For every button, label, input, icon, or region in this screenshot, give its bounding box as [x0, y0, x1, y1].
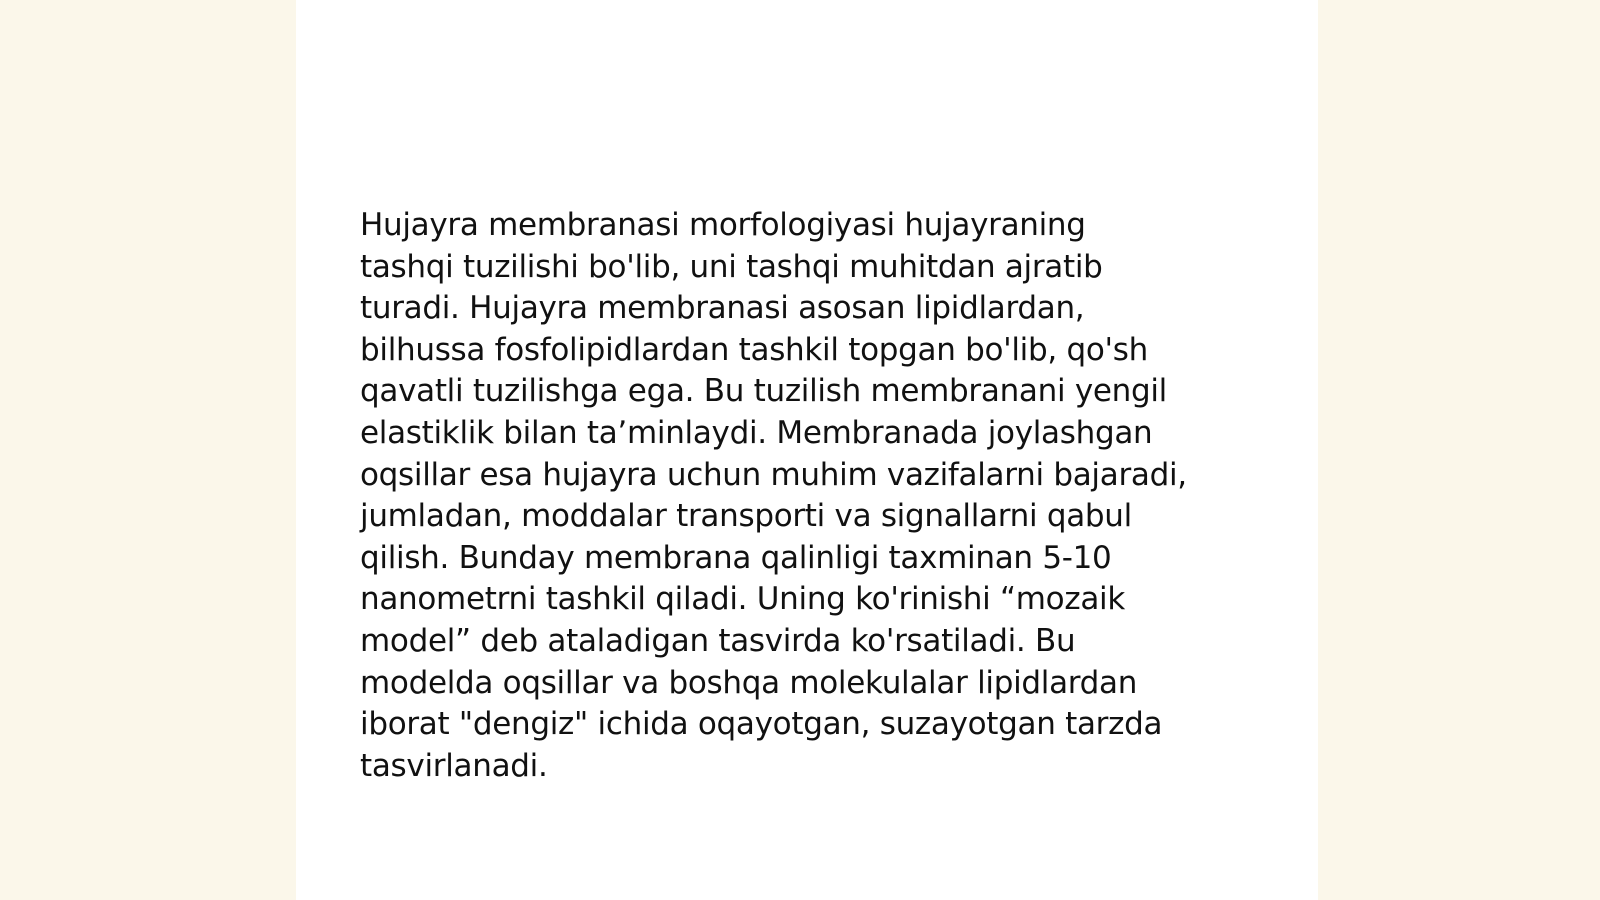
paragraph-line: bilhussa fosfolipidlardan tashkil topgan bo'lib, qo'sh — [360, 331, 1148, 368]
body-paragraph — [360, 205, 1260, 787]
paragraph-line: qavatli tuzilishga ega. Bu tuzilish membranani yengil — [360, 373, 1167, 410]
paragraph-line: nanometrni tashkil qiladi. Uning ko'rinishi “mozaik — [360, 581, 1125, 618]
paragraph-line: tashqi tuzilishi bo'lib, uni tashqi muhitdan ajratib — [360, 248, 1103, 285]
paragraph-line: iborat "dengiz" ichida oqayotgan, suzayotgan tarzda — [360, 706, 1163, 743]
paragraph-line: oqsillar esa hujayra uchun muhim vazifalarni bajaradi, — [360, 456, 1187, 493]
paragraph-line: jumladan, moddalar transporti va signallarni qabul — [360, 498, 1132, 535]
paragraph-line: Hujayra membranasi morfologiyasi hujayraning — [360, 207, 1086, 243]
paragraph-line: tasvirlanadi. — [360, 747, 548, 784]
paragraph-line: qilish. Bunday membrana qalinligi taxminan 5-10 — [360, 539, 1112, 576]
slide-page — [296, 0, 1318, 900]
paragraph-line: elastiklik bilan ta’minlaydi. Membranada joylashgan — [360, 414, 1153, 451]
paragraph-line: modelda oqsillar va boshqa molekulalar lipidlardan — [360, 664, 1138, 701]
paragraph-line: model” deb ataladigan tasvirda ko'rsatiladi. Bu — [360, 622, 1076, 659]
paragraph-line: turadi. Hujayra membranasi asosan lipidlardan, — [360, 290, 1085, 327]
